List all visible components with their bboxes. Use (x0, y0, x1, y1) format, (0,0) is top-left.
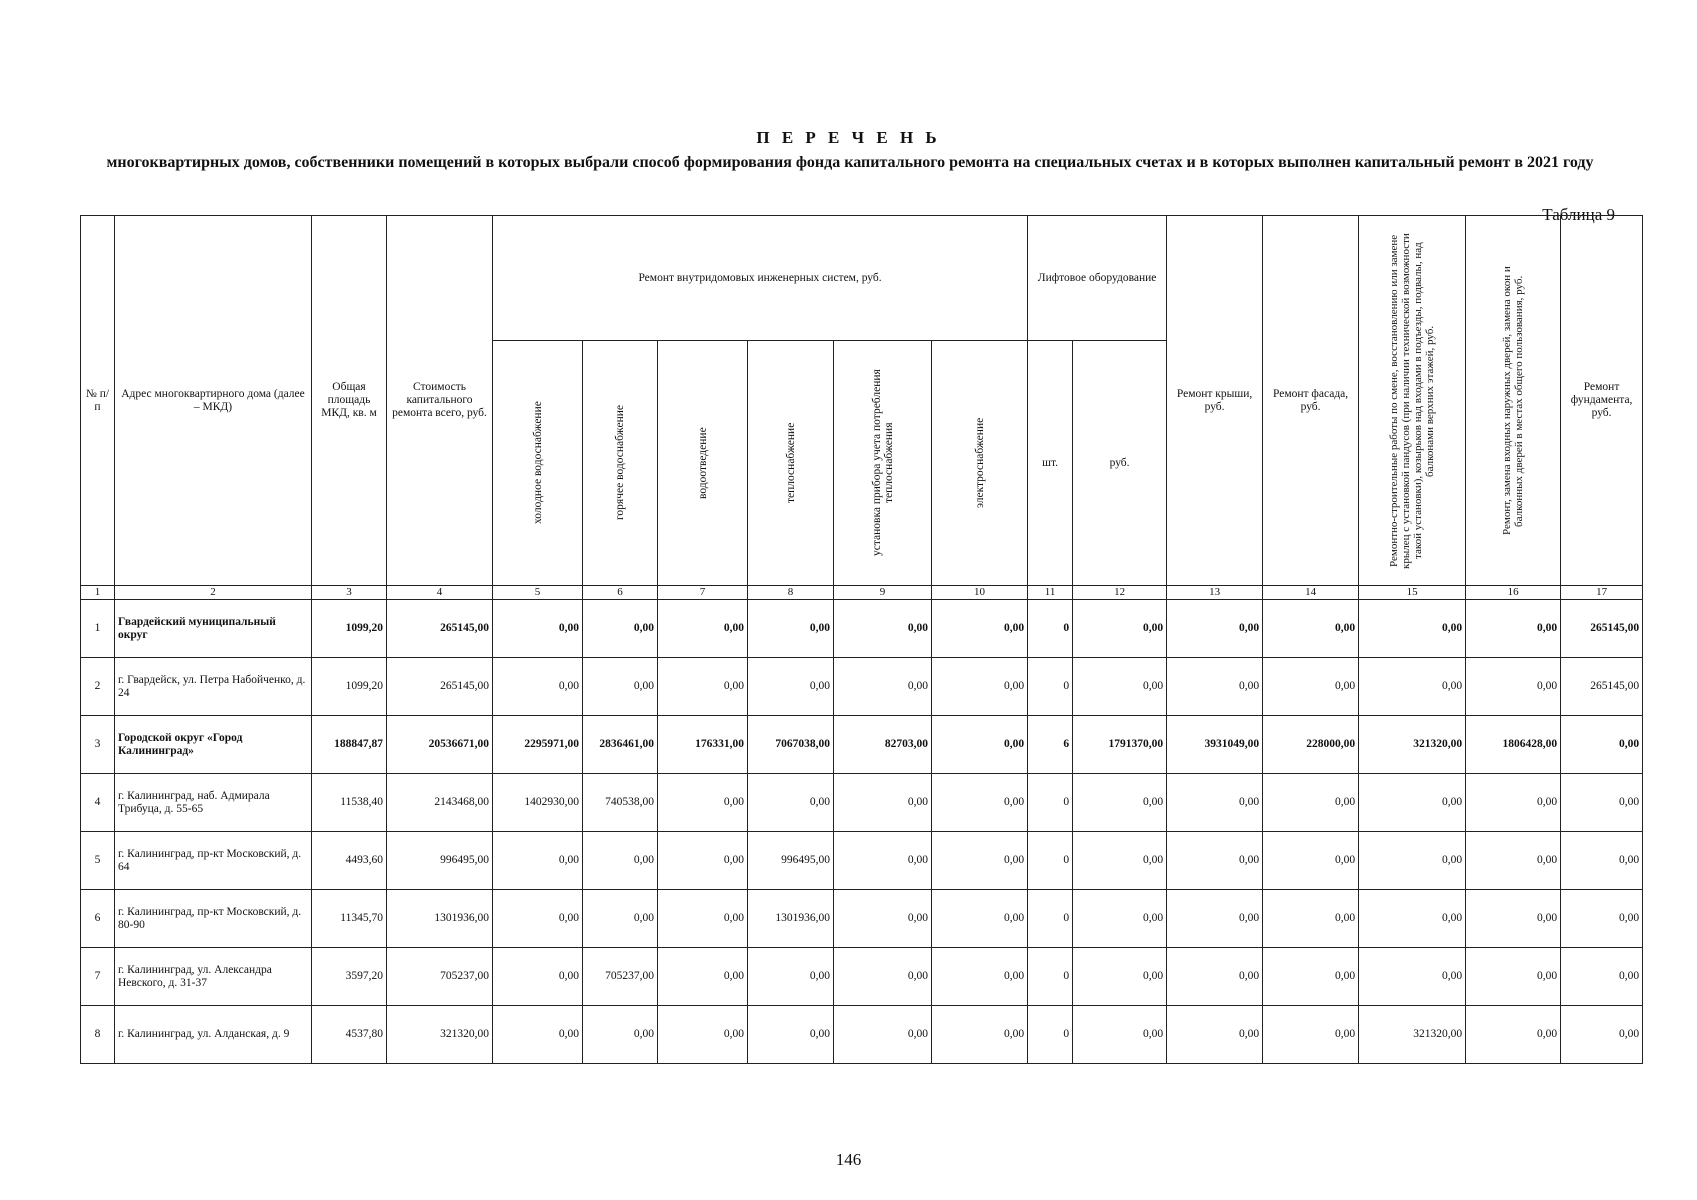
row-address: г. Калининград, ул. Алданская, д. 9 (115, 1006, 312, 1064)
row-address: г. Калининград, ул. Александра Невского, д. 31-37 (115, 948, 312, 1006)
cell-cost: 705237,00 (387, 948, 493, 1006)
cell-c9: 0,00 (834, 948, 932, 1006)
cell-c10: 0,00 (932, 832, 1028, 890)
header-address: Адрес многоквартирного дома (далее – МКД) (115, 216, 312, 586)
table-row (81, 1006, 1643, 1064)
row-address: г. Калининград, пр-кт Московский, д. 64 (115, 832, 312, 890)
row-number: 5 (81, 832, 115, 890)
header-area: Общая площадь МКД, кв. м (312, 216, 387, 586)
cell-c12: 0,00 (1073, 658, 1167, 716)
cell-c14: 0,00 (1263, 1006, 1359, 1064)
header-electricity-cell (932, 341, 1028, 586)
header-row-top (81, 216, 1643, 341)
cell-c10: 0,00 (932, 600, 1028, 658)
cell-c12: 0,00 (1073, 890, 1167, 948)
cell-c7: 176331,00 (658, 716, 748, 774)
cell-c17: 0,00 (1561, 1006, 1643, 1064)
cell-c11: 0 (1028, 658, 1073, 716)
row-number: 8 (81, 1006, 115, 1064)
cell-c8: 996495,00 (748, 832, 834, 890)
cell-c7: 0,00 (658, 658, 748, 716)
header-facade: Ремонт фасада, руб. (1263, 216, 1359, 586)
cell-c8: 0,00 (748, 658, 834, 716)
cell-c15: 0,00 (1359, 890, 1466, 948)
column-number: 7 (658, 586, 748, 600)
column-number: 8 (748, 586, 834, 600)
cell-c6: 2836461,00 (583, 716, 658, 774)
header-drainage-cell (658, 341, 748, 586)
cell-c8: 7067038,00 (748, 716, 834, 774)
cell-c6: 0,00 (583, 1006, 658, 1064)
row-address: г. Калининград, наб. Адмирала Трибуца, д. 55-65 (115, 774, 312, 832)
header-roof: Ремонт крыши, руб. (1167, 216, 1263, 586)
cell-c16: 0,00 (1466, 600, 1561, 658)
cell-c13: 0,00 (1167, 1006, 1263, 1064)
cell-c17: 0,00 (1561, 948, 1643, 1006)
cell-area: 4537,80 (312, 1006, 387, 1064)
header-hot-water-cell (583, 341, 658, 586)
cell-area: 11538,40 (312, 774, 387, 832)
table-row (81, 890, 1643, 948)
cell-cost: 2143468,00 (387, 774, 493, 832)
cell-c5: 0,00 (493, 832, 583, 890)
header-elevator: Лифтовое оборудование (1028, 216, 1167, 341)
cell-c11: 0 (1028, 1006, 1073, 1064)
cell-c15: 0,00 (1359, 948, 1466, 1006)
cell-c10: 0,00 (932, 948, 1028, 1006)
cell-c13: 0,00 (1167, 658, 1263, 716)
row-number: 2 (81, 658, 115, 716)
cell-c11: 0 (1028, 774, 1073, 832)
cell-c5: 0,00 (493, 1006, 583, 1064)
header-doors-cell (1466, 216, 1561, 586)
column-number: 10 (932, 586, 1028, 600)
header-drainage: водоотведение (696, 427, 709, 499)
cell-c8: 0,00 (748, 948, 834, 1006)
cell-c6: 0,00 (583, 658, 658, 716)
cell-c9: 0,00 (834, 774, 932, 832)
cell-c15: 0,00 (1359, 600, 1466, 658)
column-number: 12 (1073, 586, 1167, 600)
cell-c7: 0,00 (658, 1006, 748, 1064)
header-doors: Ремонт, замена входных наружных дверей, замена окон и балконных дверей в местах общего пользования, руб. (1501, 266, 1526, 535)
table-row (81, 716, 1643, 774)
row-number: 7 (81, 948, 115, 1006)
cell-c5: 2295971,00 (493, 716, 583, 774)
cell-c10: 0,00 (932, 890, 1028, 948)
cell-cost: 1301936,00 (387, 890, 493, 948)
cell-cost: 321320,00 (387, 1006, 493, 1064)
cell-cost: 265145,00 (387, 658, 493, 716)
cell-c16: 1806428,00 (1466, 716, 1561, 774)
cell-c7: 0,00 (658, 890, 748, 948)
header-heating-cell (748, 341, 834, 586)
header-cost: Стоимость капитального ремонта всего, руб. (387, 216, 493, 586)
cell-c16: 0,00 (1466, 890, 1561, 948)
header-elevator-rub: руб. (1073, 341, 1167, 586)
cell-c15: 0,00 (1359, 658, 1466, 716)
row-number: 1 (81, 600, 115, 658)
cell-area: 1099,20 (312, 600, 387, 658)
header-heating: теплоснабжение (784, 422, 797, 504)
cell-c10: 0,00 (932, 1006, 1028, 1064)
cell-c6: 0,00 (583, 890, 658, 948)
cell-c5: 0,00 (493, 948, 583, 1006)
column-number-row (81, 586, 1643, 600)
cell-c8: 1301936,00 (748, 890, 834, 948)
row-address: г. Калининград, пр-кт Московский, д. 80-90 (115, 890, 312, 948)
document-subtitle: многоквартирных домов, собственники помещений в которых выбрали способ формирования фонда капитального ремонта на специальных счетах и в которых выполнен капитальный ремонт в 2021 году (106, 154, 1594, 171)
cell-c9: 82703,00 (834, 716, 932, 774)
header-construction: Ремонтно-строительные работы по смене, восстановлению или замене крылец с установкой пандусов (при наличии технической возможности такой установки), козырьков над входами в подъезды, подвалы, над балконами верхних этажей, руб. (1388, 232, 1437, 569)
cell-c9: 0,00 (834, 890, 932, 948)
row-address: г. Гвардейск, ул. Петра Набойченко, д. 24 (115, 658, 312, 716)
cell-c13: 0,00 (1167, 948, 1263, 1006)
cell-cost: 265145,00 (387, 600, 493, 658)
cell-c13: 0,00 (1167, 774, 1263, 832)
table-row (81, 948, 1643, 1006)
cell-c5: 1402930,00 (493, 774, 583, 832)
cell-c6: 0,00 (583, 832, 658, 890)
table-row (81, 832, 1643, 890)
table-row (81, 658, 1643, 716)
cell-c14: 0,00 (1263, 948, 1359, 1006)
cell-c11: 0 (1028, 832, 1073, 890)
column-number: 9 (834, 586, 932, 600)
cell-c7: 0,00 (658, 948, 748, 1006)
cell-c10: 0,00 (932, 658, 1028, 716)
column-number: 5 (493, 586, 583, 600)
column-number: 3 (312, 586, 387, 600)
header-construction-cell (1359, 216, 1466, 586)
column-number: 17 (1561, 586, 1643, 600)
cell-c14: 228000,00 (1263, 716, 1359, 774)
cell-c8: 0,00 (748, 1006, 834, 1064)
cell-c7: 0,00 (658, 832, 748, 890)
table-row (81, 774, 1643, 832)
cell-c9: 0,00 (834, 600, 932, 658)
row-number: 6 (81, 890, 115, 948)
column-number: 15 (1359, 586, 1466, 600)
cell-area: 11345,70 (312, 890, 387, 948)
header-num: № п/п (81, 216, 115, 586)
column-number: 4 (387, 586, 493, 600)
cell-c17: 265145,00 (1561, 600, 1643, 658)
header-heat-meter: установка прибора учета потребления теплоснабжения (870, 369, 895, 557)
cell-c16: 0,00 (1466, 658, 1561, 716)
cell-c10: 0,00 (932, 716, 1028, 774)
cell-c14: 0,00 (1263, 774, 1359, 832)
header-elevator-pcs: шт. (1028, 341, 1073, 586)
cell-c6: 0,00 (583, 600, 658, 658)
row-number: 4 (81, 774, 115, 832)
document-title: П Е Р Е Ч Е Н Ь (756, 128, 941, 147)
row-address: Городской округ «Город Калининград» (115, 716, 312, 774)
header-heat-meter-cell (834, 341, 932, 586)
cell-cost: 996495,00 (387, 832, 493, 890)
header-hot-water: горячее водоснабжение (614, 405, 626, 521)
cell-c10: 0,00 (932, 774, 1028, 832)
cell-c17: 0,00 (1561, 716, 1643, 774)
cell-c7: 0,00 (658, 774, 748, 832)
cell-c17: 0,00 (1561, 890, 1643, 948)
column-number: 11 (1028, 586, 1073, 600)
column-number: 13 (1167, 586, 1263, 600)
cell-c12: 0,00 (1073, 832, 1167, 890)
cell-c11: 0 (1028, 600, 1073, 658)
cell-c13: 0,00 (1167, 890, 1263, 948)
cell-c5: 0,00 (493, 890, 583, 948)
column-number: 2 (115, 586, 312, 600)
cell-c12: 1791370,00 (1073, 716, 1167, 774)
cell-c6: 740538,00 (583, 774, 658, 832)
cell-area: 188847,87 (312, 716, 387, 774)
cell-cost: 20536671,00 (387, 716, 493, 774)
cell-c9: 0,00 (834, 658, 932, 716)
cell-c16: 0,00 (1466, 774, 1561, 832)
cell-c16: 0,00 (1466, 948, 1561, 1006)
cell-c12: 0,00 (1073, 1006, 1167, 1064)
cell-c7: 0,00 (658, 600, 748, 658)
cell-c15: 321320,00 (1359, 716, 1466, 774)
header-engineering: Ремонт внутридомовых инженерных систем, руб. (493, 216, 1028, 341)
cell-c14: 0,00 (1263, 890, 1359, 948)
table-row (81, 600, 1643, 658)
cell-c15: 0,00 (1359, 832, 1466, 890)
column-number: 16 (1466, 586, 1561, 600)
header-cold-water: холодное водоснабжение (531, 401, 544, 525)
column-number: 1 (81, 586, 115, 600)
cell-c17: 0,00 (1561, 832, 1643, 890)
cell-area: 4493,60 (312, 832, 387, 890)
header-cold-water-cell (493, 341, 583, 586)
column-number: 6 (583, 586, 658, 600)
cell-c8: 0,00 (748, 600, 834, 658)
cell-c16: 0,00 (1466, 832, 1561, 890)
page-number: 146 (835, 1150, 862, 1169)
header-electricity: электроснабжение (973, 417, 986, 509)
cell-c14: 0,00 (1263, 658, 1359, 716)
cell-area: 3597,20 (312, 948, 387, 1006)
row-address: Гвардейский муниципальный округ (115, 600, 312, 658)
repair-table (80, 215, 1643, 1064)
cell-c17: 0,00 (1561, 774, 1643, 832)
cell-c13: 0,00 (1167, 600, 1263, 658)
cell-c13: 0,00 (1167, 832, 1263, 890)
row-number: 3 (81, 716, 115, 774)
cell-area: 1099,20 (312, 658, 387, 716)
cell-c8: 0,00 (748, 774, 834, 832)
cell-c5: 0,00 (493, 600, 583, 658)
cell-c12: 0,00 (1073, 948, 1167, 1006)
column-number: 14 (1263, 586, 1359, 600)
cell-c6: 705237,00 (583, 948, 658, 1006)
cell-c11: 0 (1028, 948, 1073, 1006)
table-label: Таблица 9 (1542, 205, 1615, 224)
cell-c9: 0,00 (834, 832, 932, 890)
cell-c9: 0,00 (834, 1006, 932, 1064)
cell-c14: 0,00 (1263, 832, 1359, 890)
cell-c13: 3931049,00 (1167, 716, 1263, 774)
cell-c15: 321320,00 (1359, 1006, 1466, 1064)
cell-c16: 0,00 (1466, 1006, 1561, 1064)
cell-c12: 0,00 (1073, 774, 1167, 832)
cell-c17: 265145,00 (1561, 658, 1643, 716)
header-foundation: Ремонт фундамента, руб. (1561, 216, 1643, 586)
cell-c5: 0,00 (493, 658, 583, 716)
cell-c11: 6 (1028, 716, 1073, 774)
cell-c15: 0,00 (1359, 774, 1466, 832)
cell-c12: 0,00 (1073, 600, 1167, 658)
cell-c11: 0 (1028, 890, 1073, 948)
cell-c14: 0,00 (1263, 600, 1359, 658)
